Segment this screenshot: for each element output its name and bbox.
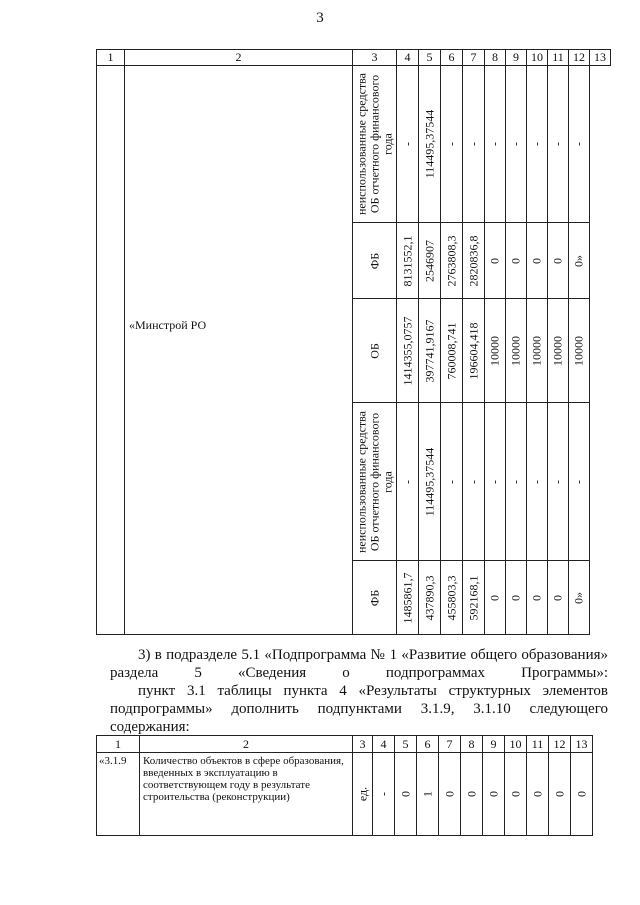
value-cell: 0 xyxy=(505,753,527,836)
value-cell: 2546907 xyxy=(419,223,441,299)
value-cell: - xyxy=(569,66,590,223)
item-description: Количество объектов в сфере образования, введенных в эксплуатацию в соответствующем году в результате строительства (реконструкции) xyxy=(140,753,353,836)
col-header: 11 xyxy=(548,50,569,66)
col-header: 9 xyxy=(506,50,527,66)
value-cell: 1 xyxy=(417,753,439,836)
col-header: 10 xyxy=(505,736,527,753)
results-table xyxy=(96,735,593,836)
results-table-header xyxy=(97,736,593,753)
value-cell: 0 xyxy=(395,753,417,836)
merged-cell xyxy=(125,66,353,635)
value-cell: 0 xyxy=(483,753,505,836)
value-cell: 1485861,7 xyxy=(397,561,419,635)
row-label: ОБ xyxy=(353,299,397,403)
item-number: «3.1.9 xyxy=(97,753,140,836)
col-header: 6 xyxy=(441,50,463,66)
unit-cell: ед. xyxy=(353,753,373,836)
col-header: 1 xyxy=(97,50,125,66)
col-header: 11 xyxy=(527,736,549,753)
value-cell: 0 xyxy=(506,561,527,635)
value-cell: 397741,9167 xyxy=(419,299,441,403)
row-label: неиспользованные средства ОБ отчетного финансового года xyxy=(353,403,397,561)
col-header: 6 xyxy=(417,736,439,753)
value-cell: 114495,37544 xyxy=(419,66,441,223)
col-header: 2 xyxy=(125,50,353,66)
upper-table-header xyxy=(97,50,611,66)
table-row xyxy=(97,753,593,836)
col-header: 3 xyxy=(353,736,373,753)
value-cell: 0 xyxy=(485,561,506,635)
row-label: ФБ xyxy=(353,223,397,299)
col-header: 3 xyxy=(353,50,397,66)
value-cell: 114495,37544 xyxy=(419,403,441,561)
value-cell: 0 xyxy=(571,753,593,836)
value-cell: 10000 xyxy=(506,299,527,403)
amendment-paragraph: пункт 3.1 таблицы пункта 4 «Результаты структурных элементов подпрограммы» дополнить подпунктами 3.1.9, 3.1.10 следующего содержания: xyxy=(110,683,608,735)
col-header: 8 xyxy=(485,50,506,66)
col-header: 7 xyxy=(463,50,485,66)
value-cell: - xyxy=(485,403,506,561)
value-cell: 0 xyxy=(527,753,549,836)
value-cell: - xyxy=(527,66,548,223)
col-header: 12 xyxy=(549,736,571,753)
value-cell: 2820836,8 xyxy=(463,223,485,299)
value-cell: - xyxy=(441,403,463,561)
value-cell: 0 xyxy=(461,753,483,836)
page-number: 3 xyxy=(316,10,324,26)
col-header: 13 xyxy=(571,736,593,753)
value-cell: 0 xyxy=(548,223,569,299)
merged-cell xyxy=(97,66,125,635)
row-label: неиспользованные средства ОБ отчетного финансового года xyxy=(353,66,397,223)
value-cell: - xyxy=(373,753,395,836)
row-label: ФБ xyxy=(353,561,397,635)
value-cell: 437890,3 xyxy=(419,561,441,635)
col-header: 4 xyxy=(373,736,395,753)
col-header: 1 xyxy=(97,736,140,753)
value-cell: - xyxy=(527,403,548,561)
value-cell: - xyxy=(506,66,527,223)
value-cell: 760008,741 xyxy=(441,299,463,403)
col-header: 13 xyxy=(590,50,611,66)
col-header: 5 xyxy=(395,736,417,753)
col-header: 7 xyxy=(439,736,461,753)
value-cell: - xyxy=(397,403,419,561)
col-header: 5 xyxy=(419,50,441,66)
value-cell: - xyxy=(463,403,485,561)
value-cell: 455803,3 xyxy=(441,561,463,635)
value-cell: 0» xyxy=(569,561,590,635)
amendment-paragraph: 3) в подразделе 5.1 «Подпрограмма № 1 «Развитие общего образования» раздела 5 «Сведения о подпрограммах Программы»: xyxy=(110,647,608,681)
table-row xyxy=(97,66,611,223)
value-cell: 0 xyxy=(527,561,548,635)
value-cell: 0 xyxy=(485,223,506,299)
value-cell: - xyxy=(548,403,569,561)
value-cell: 0» xyxy=(569,223,590,299)
value-cell: 8131552,1 xyxy=(397,223,419,299)
col-header: 2 xyxy=(140,736,353,753)
value-cell: - xyxy=(441,66,463,223)
organization-name: «Минстрой РО xyxy=(129,318,207,332)
col-header: 10 xyxy=(527,50,548,66)
value-cell: 0 xyxy=(548,561,569,635)
col-header: 4 xyxy=(397,50,419,66)
value-cell: - xyxy=(569,403,590,561)
value-cell: 196604,418 xyxy=(463,299,485,403)
value-cell: 10000 xyxy=(527,299,548,403)
value-cell: 0 xyxy=(527,223,548,299)
value-cell: - xyxy=(548,66,569,223)
value-cell: 10000 xyxy=(485,299,506,403)
value-cell: - xyxy=(463,66,485,223)
value-cell: 0 xyxy=(549,753,571,836)
value-cell: - xyxy=(506,403,527,561)
value-cell: 1414355,0757 xyxy=(397,299,419,403)
col-header: 8 xyxy=(461,736,483,753)
value-cell: - xyxy=(397,66,419,223)
value-cell: - xyxy=(485,66,506,223)
col-header: 12 xyxy=(569,50,590,66)
value-cell: 10000 xyxy=(569,299,590,403)
upper-table xyxy=(96,49,611,635)
value-cell: 592168,1 xyxy=(463,561,485,635)
value-cell: 2763808,3 xyxy=(441,223,463,299)
col-header: 9 xyxy=(483,736,505,753)
value-cell: 10000 xyxy=(548,299,569,403)
value-cell: 0 xyxy=(439,753,461,836)
value-cell: 0 xyxy=(506,223,527,299)
